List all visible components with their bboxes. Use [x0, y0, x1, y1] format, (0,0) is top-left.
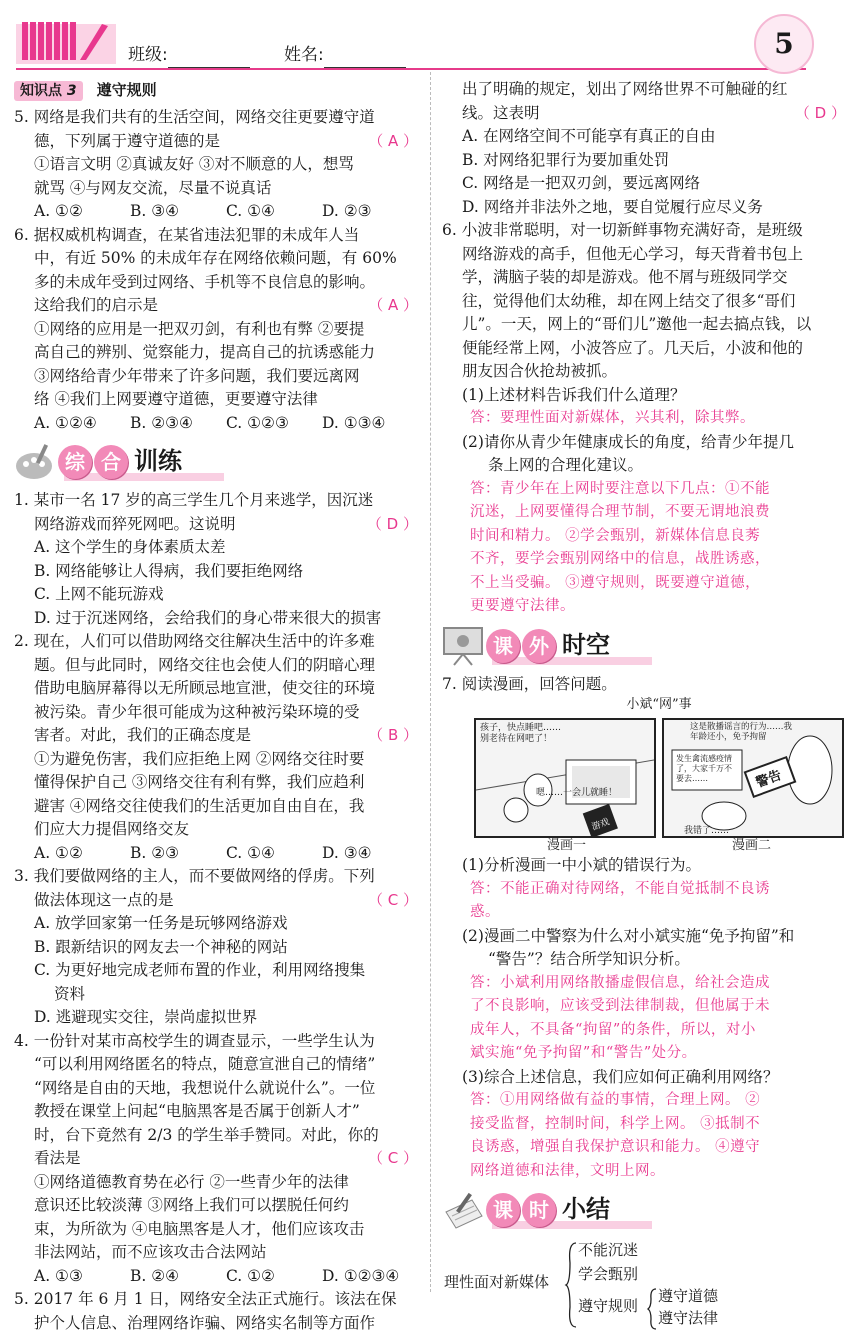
left-column	[14, 78, 418, 1335]
comic-strip	[474, 718, 844, 838]
comic-panel-one: 孩子，快点睡吧……别老待在网吧了！ 嗯……一会儿就睡！ 游戏	[474, 718, 656, 838]
notebook-pen-icon	[442, 1190, 484, 1230]
summary-tree: 理性面对新媒体 不能沉迷 学会甄别 遵守规则 遵守道德 遵守法律	[442, 1237, 846, 1333]
brace-icon	[646, 1287, 658, 1331]
books-logo-icon	[16, 18, 116, 64]
brace-icon	[564, 1241, 578, 1329]
answer-badge: （ D ）	[366, 514, 418, 533]
class-field[interactable]: 班级:	[128, 44, 250, 68]
options-row: A. ①③ B. ②④ C. ①② D. ①②③④	[34, 1266, 400, 1285]
answer-badge: （ A ）	[368, 296, 418, 314]
options-row: A. ①② B. ③④ C. ①④ D. ②③	[34, 202, 372, 220]
answer-text: 答：小斌利用网络散播虚假信息，给社会造成	[470, 974, 770, 991]
answer-text: 答：不能正确对待网络，不能自觉抵制不良诱	[470, 880, 770, 897]
training-question-4: 4. 一份针对某市高校学生的调查显示，一些学生认为 “可以利用网络匿名的特点，随意宣泄自己的情绪” “网络是自由的天地，我想说什么就说什么”。一位 教授在课堂上问起“电脑黑客是否属于创新人才” 时，台下竟然有 2/3 的学生举手赞同。对此，你的 看法是 （ C ） ①网络道德教育势在必行 ②一些青少年的法律 意识还比较淡薄 ③网络上我们可以摆脱任何约 束，为所欲为 ④电脑黑客是人才，他们应该攻击 非法网站，而不应该攻击合法网站 A. ①③ B. ②④ C. ①② D. ①②③④	[14, 1030, 418, 1289]
training-question-1: 1. 某市一名 17 岁的高三学生几个月来逃学，因沉迷 网络游戏而猝死网吧。这说明 （ D ） A. 这个学生的身体素质太差 B. 网络能够让人得病，我们要拒绝网络 C. 上网不能玩游戏 D. 过于沉迷网络，会给我们的身心带来很大的损害	[14, 491, 418, 627]
training-question-2: 2. 现在，人们可以借助网络交往解决生活中的许多难 题。但与此同时，网络交往也会使人们的阴暗心理 借助电脑屏幕得以无所顾忌地宣泄，使交往的环境 被污染。青少年很可能成为这种被污染环境的受 害者。对此，我们的正确态度是 （ B ） ①为避免伤害，我们应拒绝上网 ②网络交往时要 懂得保护自己 ③网络交往有利有弊，我们应趋利 避害 ④网络交往使我们的生活更加自由自在，我 们应大力提倡网络交友 A. ①② B. ②③ C. ①④ D. ③④	[14, 630, 418, 865]
question-7: 7. 阅读漫画，回答问题。 小斌“网”事 孩子，快点睡吧……别老待在网吧了！ 嗯……一会儿就睡！ 游戏 这是散播谣言的行为……我年龄还小，免予拘留 发生禽流感疫情了，大家千万不要去…… 警告 我错了…… 漫画一 漫画二 (1)分析漫画一中小斌的错误行为。 答：不能正确对待网络，不能自觉抵制不良诱 惑。 (2)漫画二中警察为什么对小斌实施“免予拘留”和 “警告”？结合所学知识分析。 答：小斌利用网络散播虚假信息，给社会造成 了不良影响，应该受到法律制裁，但他属于未 成年人，不具备“拘留”的条件，所以，对小 斌实施“免予拘留”和“警告”处分。 (3)综合上述信息，我们应如何正确利用网络？ 答：①用网络做有益的事情，合理上网。 ② 接受监督，控制时间，科学上网。 ③抵制不 良诱惑，增强自我保护意识和能力。 ④遵守 网络道德和法律，文明上网。	[442, 673, 846, 1184]
comic-panel-two: 这是散播谣言的行为……我年龄还小，免予拘留 发生禽流感疫情了，大家千万不要去…… 警告 我错了……	[662, 718, 844, 838]
answer-badge: （ D ）	[794, 103, 846, 122]
section-header-outside: 课 外 时空	[442, 623, 846, 669]
answer-text: 答：①用网络做有益的事情，合理上网。 ②	[470, 1092, 761, 1108]
knowledge-point-header: 知识点 3 遵守规则	[14, 78, 418, 104]
answer-badge: （ C ）	[367, 890, 418, 909]
training-question-5-end: 出了明确的规定，划出了网络世界不可触碰的红 线。这表明 （ D ） A. 在网络空间不可能享有真正的自由 B. 对网络犯罪行为要加重处罚 C. 网络是一把双刃剑，要远离网络 D. 网络并非法外之地，要自觉履行应尽义务	[462, 80, 846, 216]
question-6: 6. 据权威机构调查，在某省违法犯罪的未成年人当 中，有近 50% 的未成年存在网络依赖问题，有 60% 多的未成年受到过网络、手机等不良信息的影响。 这给我们的启示是 （ A ） ①网络的应用是一把双刃剑，有利也有弊 ②要提 高自己的辨别、觉察能力，提高自己的抗诱惑能力 ③网络给青少年带来了许多问题，我们要远离网 络 ④我们上网要遵守道德，更要遵守法律 A. ①②④ B. ②③④ C. ①②③ D. ①③④	[14, 224, 418, 436]
name-field[interactable]: 姓名:	[284, 44, 406, 68]
options-row: A. ①②④ B. ②③④ C. ①②③ D. ①③④	[34, 413, 386, 432]
presentation-board-icon	[442, 626, 484, 666]
page-number: 5	[754, 14, 814, 74]
answer-text: 答：要理性面对新媒体，兴其利，除其弊。	[470, 410, 755, 426]
question-5: 5. 网络是我们共有的生活空间，网络交往更要遵守道 德，下列属于遵守道德的是 （ A ） ①语言文明 ②真诚友好 ③对不顺意的人，想骂 就骂 ④与网友交流，尽量不说真话 A. ①② B. ③④ C. ①④ D. ②③	[14, 106, 418, 224]
options-row: A. ①② B. ②③ C. ①④ D. ③④	[34, 843, 372, 862]
answer-badge: （ B ）	[368, 726, 418, 744]
summary-root: 理性面对新媒体	[444, 1273, 550, 1291]
comic-title: 小斌“网”事	[626, 697, 692, 712]
header-rule	[16, 68, 806, 70]
training-question-5-start: 5. 2017 年 6 月 1 日，网络安全法正式施行。该法在保 护个人信息、治理网络诈骗、网络实名制等方面作	[14, 1290, 397, 1332]
section-header-training: 综 合 训练	[14, 439, 418, 485]
column-divider	[430, 72, 431, 1292]
training-question-3: 3. 我们要做网络的主人，而不要做网络的俘虏。下列 做法体现这一点的是 （ C ） A. 放学回家第一任务是玩够网络游戏 B. 跟新结识的网友去一个神秘的网站 C. 为更好地完成老师布置的作业，利用网络搜集 资料 D. 逃避现实交往，崇尚虚拟世界	[14, 867, 418, 1026]
caption-panel-one: 漫画一	[546, 838, 586, 853]
answer-badge: （ A ）	[368, 131, 418, 150]
right-column	[442, 78, 846, 1333]
palette-icon	[14, 442, 56, 482]
answer-text: 答：青少年在上网时要注意以下几点：①不能	[470, 480, 770, 497]
training-question-6: 6. 小波非常聪明，对一切新鲜事物充满好奇，是班级 网络游戏的高手，但他无心学习，每天背着书包上 学，满脑子装的却是游戏。他不屑与班级同学交 往，觉得他们太幼稚，却在网上结交了很多“哥们 儿”。一天，网上的“哥们儿”邀他一起去搞点钱，以 便能经常上网，小波答应了。几天后，小波和他的 朋友因合伙抢劫被抓。 (1)上述材料告诉我们什么道理？ 答：要理性面对新媒体，兴其利，除其弊。 (2)请你从青少年健康成长的角度，给青少年提几 条上网的合理化建议。 答：青少年在上网时要注意以下几点：①不能 沉迷，上网要懂得合理节制，不要无谓地浪费 时间和精力。 ②学会甄别，新媒体信息良莠 不齐，要学会甄别网络中的信息，战胜诱惑， 不上当受骗。 ③遵守规则，既要遵守道德， 更要遵守法律。	[442, 219, 846, 619]
answer-badge: （ C ）	[367, 1149, 418, 1167]
caption-panel-two: 漫画二	[731, 838, 771, 853]
section-header-summary: 课 时 小结	[442, 1187, 846, 1233]
